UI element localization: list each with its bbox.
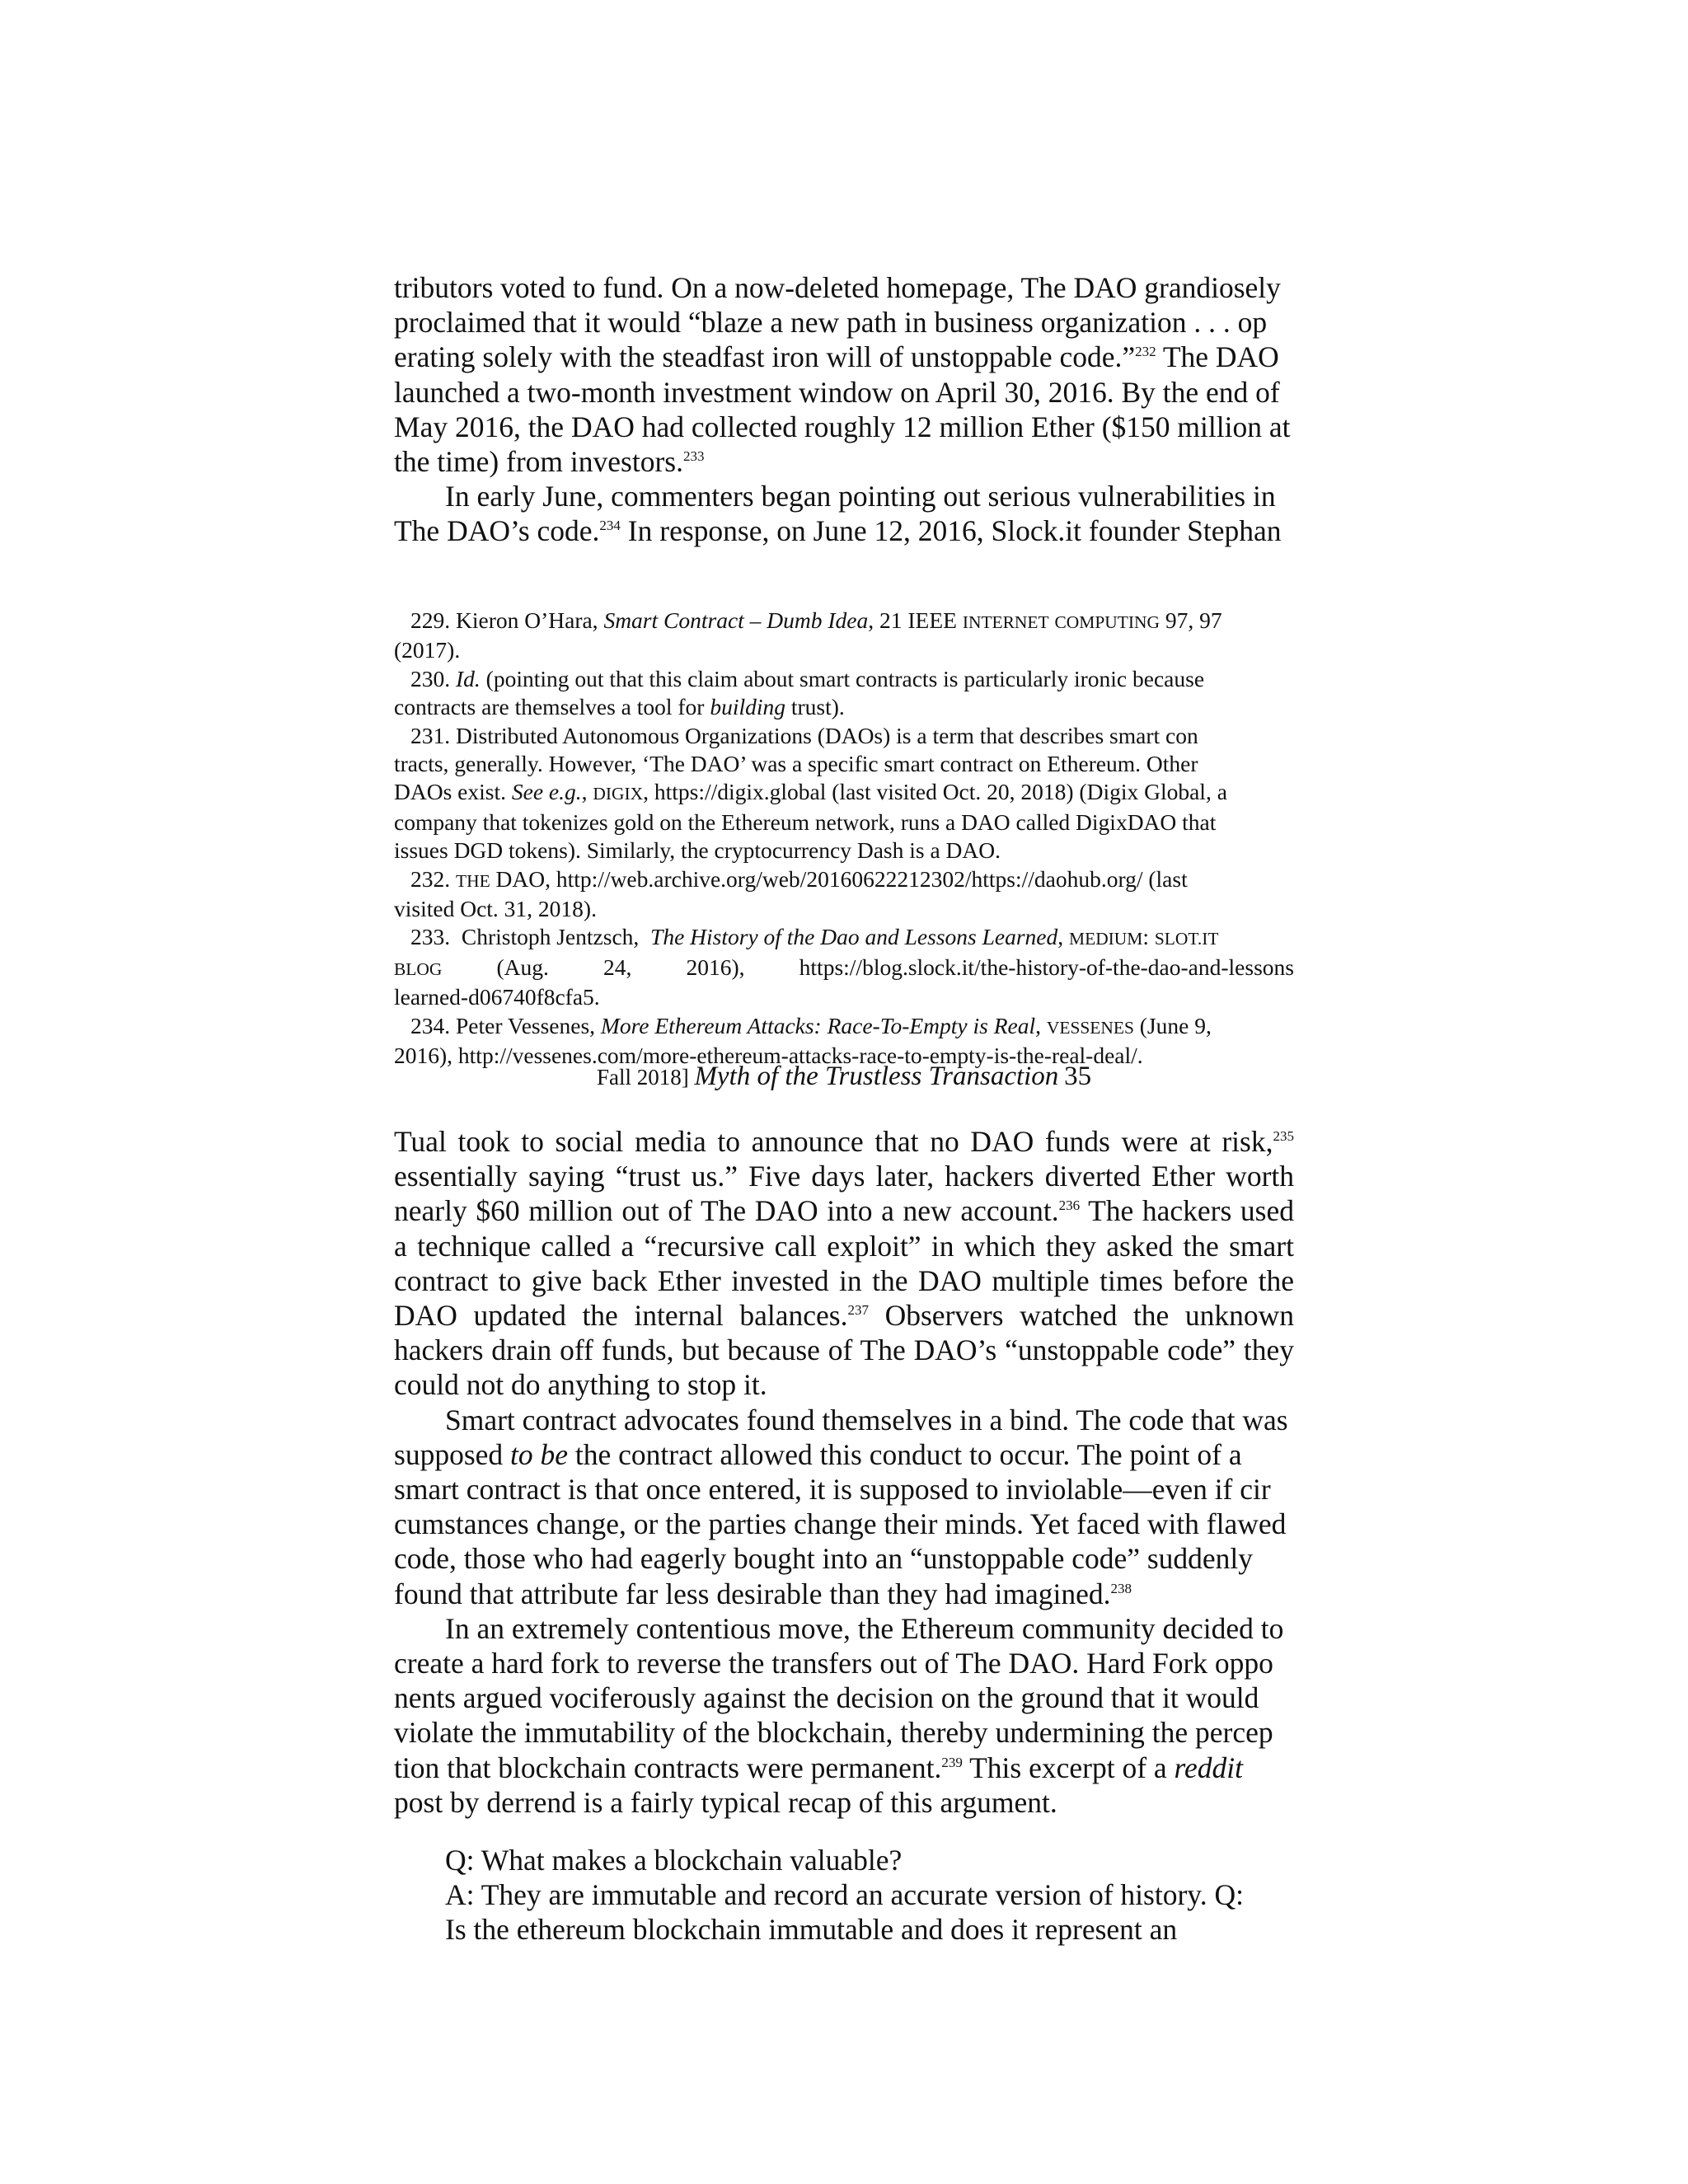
body-line: erating solely with the steadfast iron will of unstoppable code.”$^{232}$ The DAO [394,340,1279,374]
footnote-229: 229. Kieron O’Hara, Smart Contract – Dumb Idea, 21 IEEE INTERNET COMPUTING 97, 97 (2017). [394,607,1222,663]
footnote-ref: 233 [682,448,705,465]
quote-line: A: They are immutable and record an accurate version of history. Q: [445,1878,1244,1912]
paragraph: Tual took to social media to announce that no DAO funds were at risk,$^{235}$ essentially saying “trust us.” Five days later, hackers diverted Ether worth nearly $60 million out of The DAO into a new account.$^{236}$ The hackers used a technique called a “recursive call exploit” in which they asked the smart contract to give back Ether invested in the DAO multiple times before the DAO updated the internal balances.$^{237}$ Observers watched the unknown hackers drain off funds, but because of The DAO’s “unstoppable code” they could not do anything to stop it. [394,1125,1295,1402]
body-line: launched a two-month investment window on April 30, 2016. By the end of [394,375,1280,409]
top-body-text [394,270,1294,549]
page-number: 35 [1064,1062,1092,1091]
block-quote [445,1843,1302,1947]
footnote-234: 234. Peter Vessenes, More Ethereum Attacks: Race-To-Empty is Real, VESSENES (June 9, 2016), http://vessenes.com/more-ethereum-attacks-race-to-empty-is-the-real-deal/. [394,1012,1212,1069]
paragraph: Smart contract advocates found themselves in a bind. The code that was supposed to be the contract allowed this conduct to occur. The point of a smart contract is that once entered, it is supposed to inviolable—even if cir cumstances change, or the parties change their minds. Yet faced with flawed code, those who had eagerly bought into an “unstoppable code” suddenly found that attribute far less desirable than they had imagined.$^{238}$ [394,1403,1288,1610]
body-line: The DAO’s code.$^{234}$ In response, on June 12, 2016, Slock.it founder Stephan [394,514,1282,548]
paragraph: In an extremely contentious move, the Ethereum community decided to create a hard fork to reverse the transfers out of The DAO. Hard Fork oppo nents argued vociferously against the decision on the ground that it would violate the immutability of the blockchain, thereby undermining the percep tion that blockchain contracts were permanent.$^{239}$ This excerpt of a reddit post by derrend is a fairly typical recap of this argument. [394,1611,1284,1819]
quote-line: Is the ethereum blockchain immutable and does it represent an [445,1913,1178,1947]
header-prefix: Fall 2018] [596,1065,689,1090]
footnote-ref: 238 [1110,1580,1132,1596]
body-line: tributors voted to fund. On a now-deleted homepage, The DAO grandiosely [394,271,1281,304]
footnote-ref: 239 [941,1754,963,1770]
footnote-ref: 236 [1058,1197,1081,1214]
footnotes [394,607,1294,1071]
body-line: proclaimed that it would “blaze a new path in business organization . . . op [394,306,1268,340]
header-title: Myth of the Trustless Transaction [694,1062,1059,1091]
main-body-text [394,1124,1294,1820]
footnote-ref: 234 [599,518,621,534]
footnote-ref: 237 [847,1302,869,1319]
footnote-230: 230. Id. (pointing out that this claim about smart contracts is particularly ironic because contracts are themselves a tool for building trust). [394,665,1205,720]
body-line: the time) from investors.$^{233}$ [394,445,705,479]
body-line: May 2016, the DAO had collected roughly 12 million Ether ($150 million at [394,410,1291,443]
footnote-233: 233. Christoph Jentzsch, The History of the Dao and Lessons Learned, MEDIUM: SLOT.IT BLOG (Aug. 24, 2016), https://blog.slock.it/the-history-of-the-dao-and-lessons learned-d06740f8cfa5. [394,924,1294,1010]
quote-line: Q: What makes a blockchain valuable? [445,1844,903,1877]
footnote-ref: 235 [1273,1128,1294,1145]
body-line: In early June, commenters began pointing out serious vulnerabilities in [445,480,1276,513]
footnote-232: 232. THE DAO, http://web.archive.org/web/20160622212302/https://daohub.org/ (last visited Oct. 31, 2018). [394,865,1188,922]
footnote-ref: 232 [1135,344,1156,360]
footnote-231: 231. Distributed Autonomous Organizations (DAOs) is a term that describes smart con tracts, generally. However, ‘The DAO’ was a specific smart contract on Ethereum. Other DAOs exist. See e.g., DIGIX, https://digix.global (last visited Oct. 20, 2018) (Digix Global, a company that tokenizes gold on the Ethereum network, runs a DAO called DigixDAO that issues DGD tokens). Similarly, the cryptocurrency Dash is a DAO. [394,722,1227,864]
running-header [0,1060,1688,1094]
